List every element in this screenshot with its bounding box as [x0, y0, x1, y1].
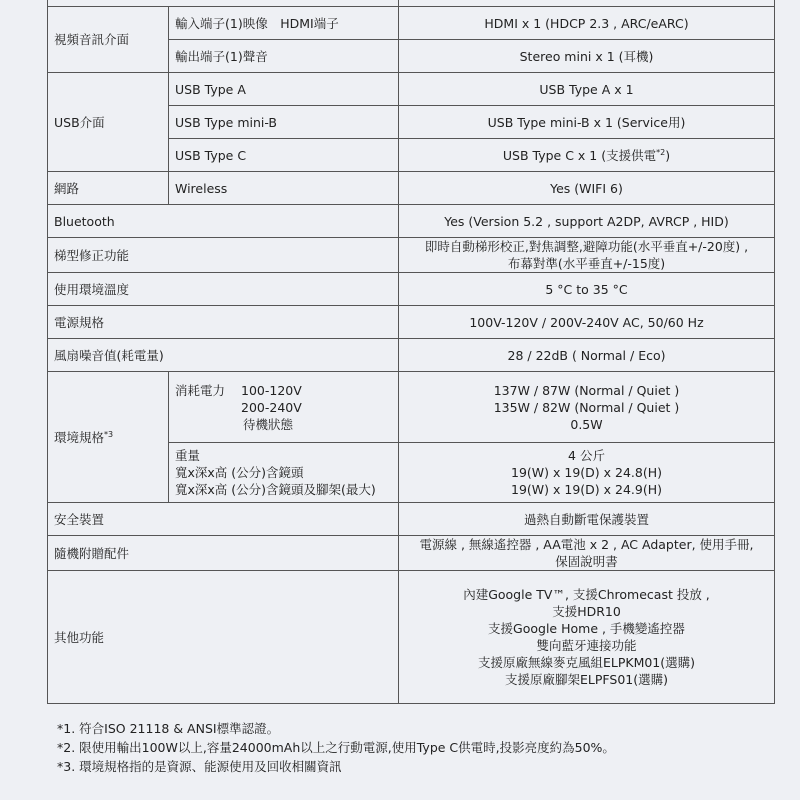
- consumption-row-1: 100-120V: [241, 382, 302, 398]
- value-accessories-line1: 電源線 , 無線遙控器 , AA電池 x 2 , AC Adapter, 使用手冊,: [419, 537, 754, 552]
- row-label-environment: [48, 372, 169, 503]
- weight-value-1: 4 公斤: [568, 448, 605, 463]
- consumption-value-2: 135W / 82W (Normal / Quiet ): [493, 399, 680, 415]
- sub-label-usb-mini-b: USB Type mini-B: [169, 106, 399, 139]
- weight-value-2: 19(W) x 19(D) x 24.8(H): [511, 465, 662, 480]
- value-power: 100V-120V / 200V-240V AC, 50/60 Hz: [399, 306, 775, 339]
- consumption-row-2: 200-240V: [241, 399, 302, 415]
- value-accessories-line2: 保固說明書: [555, 554, 618, 569]
- table-row: [48, 339, 775, 372]
- row-label-fan-noise: 風扇噪音值(耗電量): [48, 339, 399, 372]
- other-line-2: 支援HDR10: [552, 604, 621, 619]
- value-power-consumption: [399, 372, 775, 443]
- consumption-value-3: 0.5W: [570, 416, 603, 432]
- spec-table: [47, 0, 775, 704]
- table-row: [48, 571, 775, 704]
- table-row: [48, 238, 775, 273]
- consumption-row-3: 待機狀態: [243, 416, 294, 432]
- weight-row-2: 寬x深x高 (公分)含鏡頭: [175, 465, 304, 480]
- row-label-bluetooth: Bluetooth: [48, 205, 399, 238]
- other-line-5: 支援原廠無線麥克風組ELPKM01(選購): [477, 655, 696, 670]
- weight-row-3: 寬x深x高 (公分)含鏡頭及腳架(最大): [175, 482, 376, 497]
- consumption-value-1: 137W / 87W (Normal / Quiet ): [493, 382, 680, 398]
- footnote-ref-3: *3: [104, 429, 114, 439]
- sub-label-hdmi: 輸入端子(1)映像 HDMI端子: [169, 7, 399, 40]
- value-usb-a: USB Type A x 1: [399, 73, 775, 106]
- value-keystone-line2: 布幕對準(水平垂直+/-15度): [507, 256, 666, 271]
- value-safety: 過熱自動斷電保護裝置: [399, 503, 775, 536]
- value-fan-noise: 28 / 22dB ( Normal / Eco): [399, 339, 775, 372]
- sub-label-power-consumption: [169, 372, 399, 443]
- value-network: Yes (WIFI 6): [399, 172, 775, 205]
- value-keystone-line1: 即時自動梯形校正,對焦調整,避障功能(水平垂直+/-20度) ,: [424, 239, 749, 254]
- row-label-temperature: 使用環境溫度: [48, 273, 399, 306]
- table-row: [48, 73, 775, 106]
- footnote-ref-2: *2: [656, 147, 666, 157]
- footnote-3: *3. 環境規格指的是資源、能源使用及回收相關資訊: [57, 759, 342, 774]
- row-label-usb: USB介面: [48, 73, 169, 172]
- sub-label-usb-c: USB Type C: [169, 139, 399, 172]
- value-weight: [399, 443, 775, 503]
- value-usb-c-end: ): [665, 147, 671, 163]
- value-usb-c-text: USB Type C x 1 (支援供電: [502, 147, 657, 163]
- sub-label-audio-out: 輸出端子(1)聲音: [169, 40, 399, 73]
- value-temperature: 5 °C to 35 °C: [399, 273, 775, 306]
- weight-value-3: 19(W) x 19(D) x 24.9(H): [511, 482, 662, 497]
- value-accessories: [399, 536, 775, 571]
- row-label-power: 電源規格: [48, 306, 399, 339]
- footnotes: [57, 719, 615, 776]
- value-bluetooth: Yes (Version 5.2 , support A2DP, AVRCP , HID): [399, 205, 775, 238]
- footnote-2: *2. 限使用輸出100W以上,容量24000mAh以上之行動電源,使用Type C供電時,投影亮度約為50%。: [57, 740, 615, 755]
- value-keystone: [399, 238, 775, 273]
- value-usb-mini-b: USB Type mini-B x 1 (Service用): [399, 106, 775, 139]
- row-label-accessories: 隨機附贈配件: [48, 536, 399, 571]
- row-label-other: 其他功能: [48, 571, 399, 704]
- sub-label-usb-a: USB Type A: [169, 73, 399, 106]
- row-label-safety: 安全裝置: [48, 503, 399, 536]
- weight-row-1: 重量: [175, 448, 201, 463]
- other-line-4: 雙向藍牙連接功能: [536, 638, 637, 653]
- other-line-3: 支援Google Home , 手機變遙控器: [488, 621, 685, 636]
- table-row: [48, 205, 775, 238]
- table-row: [48, 306, 775, 339]
- table-row: [48, 172, 775, 205]
- consumption-label: 消耗電力: [175, 382, 226, 398]
- row-label-keystone: 梯型修正功能: [48, 238, 399, 273]
- row-label-network: 網路: [48, 172, 169, 205]
- table-row: [48, 503, 775, 536]
- footnote-1: *1. 符合ISO 21118 & ANSI標準認證。: [57, 721, 280, 736]
- row-label-av: 視頻音訊介面: [48, 7, 169, 73]
- sub-label-weight: [169, 443, 399, 503]
- sub-label-wireless: Wireless: [169, 172, 399, 205]
- row-label-environment-text: 環境規格: [54, 429, 105, 445]
- value-hdmi: HDMI x 1 (HDCP 2.3 , ARC/eARC): [399, 7, 775, 40]
- other-line-6: 支援原廠腳架ELPFS01(選購): [505, 672, 668, 687]
- other-line-1: 內建Google TV™, 支援Chromecast 投放 ,: [463, 587, 710, 602]
- table-row: [48, 536, 775, 571]
- table-row: [48, 372, 775, 443]
- table-row: [48, 273, 775, 306]
- value-usb-c: [399, 139, 775, 172]
- table-row: [48, 7, 775, 40]
- value-other: [399, 571, 775, 704]
- value-audio-out: Stereo mini x 1 (耳機): [399, 40, 775, 73]
